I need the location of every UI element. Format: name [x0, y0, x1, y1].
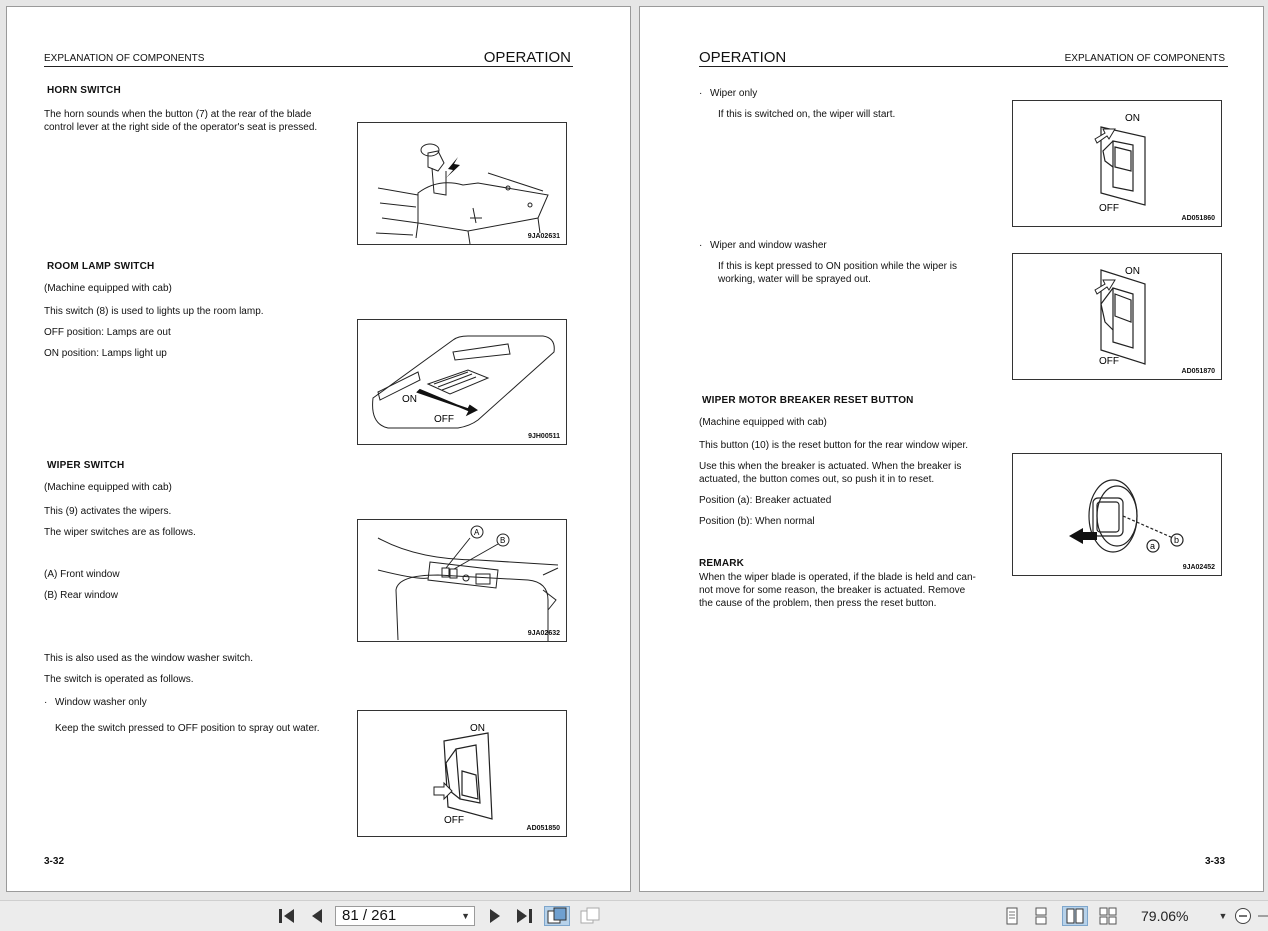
last-page-button[interactable] [512, 906, 536, 926]
washer-switch-figure [357, 710, 567, 837]
wiper-follows: The wiper switches are as follows. [44, 527, 196, 538]
single-page-view-button[interactable] [1001, 906, 1023, 926]
facing-pages-icon [1065, 907, 1085, 925]
page-number-input[interactable] [335, 906, 475, 926]
zoom-slider-edge[interactable] [1256, 906, 1268, 926]
breaker-figure-code: 9JA02452 [1182, 564, 1215, 571]
breaker-use-line1: Use this when the breaker is actuated. When the breaker is [699, 461, 962, 472]
remark-line3: the cause of the problem, then press the reset button. [699, 598, 937, 609]
wiper-panel-illustration [358, 520, 566, 641]
running-header-right: EXPLANATION OF COMPONENTS [1064, 53, 1225, 64]
horn-switch-heading: HORN SWITCH [47, 85, 121, 96]
zoom-dropdown-icon[interactable]: ▼ [1218, 911, 1228, 921]
page-number-right: 3-33 [1204, 856, 1225, 867]
horn-figure [357, 122, 567, 245]
wiper-washer-figure-code: AD051870 [1181, 368, 1215, 375]
breaker-fig-label-a: a [1150, 541, 1156, 551]
washer-also-text: This is also used as the window washer switch. [44, 653, 253, 664]
room-lamp-cab-note: (Machine equipped with cab) [44, 283, 172, 294]
washer-fig-on: ON [470, 723, 485, 734]
washer-figure-code: AD051850 [526, 825, 560, 832]
previous-page-icon [310, 908, 324, 924]
remark-line2: not move for some reason, the breaker is actuated. Remove [699, 585, 966, 596]
wiper-front-window: (A) Front window [44, 569, 120, 580]
continuous-view-button[interactable] [1030, 906, 1052, 926]
left-page [6, 6, 631, 892]
rocker-switch-on-pressed-illustration [1013, 254, 1221, 379]
horn-figure-code: 9JA02631 [527, 233, 560, 240]
breaker-heading: WIPER MOTOR BREAKER RESET BUTTON [702, 395, 914, 406]
continuous-facing-view-button[interactable] [1096, 906, 1120, 926]
wiper-washer-label: Wiper and window washer [710, 240, 827, 251]
room-lamp-on: ON position: Lamps light up [44, 348, 167, 359]
header-rule [699, 66, 1228, 67]
breaker-position-b: Position (b): When normal [699, 516, 815, 527]
running-header-right: OPERATION [483, 49, 571, 66]
washer-fig-off: OFF [444, 815, 464, 826]
switch-operated-text: The switch is operated as follows. [44, 674, 194, 685]
washer-only-desc: Keep the switch pressed to OFF position to spray out water. [55, 723, 320, 734]
first-page-icon [277, 908, 297, 924]
wiper-switch-heading: WIPER SWITCH [47, 460, 125, 471]
wiper-only-figure-code: AD051860 [1181, 215, 1215, 222]
breaker-cab-note: (Machine equipped with cab) [699, 417, 827, 428]
room-lamp-desc: This switch (8) is used to lights up the room lamp. [44, 306, 264, 317]
breaker-figure [1012, 453, 1222, 576]
wiper-rear-window: (B) Rear window [44, 590, 118, 601]
room-lamp-heading: ROOM LAMP SWITCH [47, 261, 155, 272]
room-lamp-illustration [358, 320, 566, 444]
wiper-fig-label-b: B [500, 536, 506, 545]
room-lamp-off: OFF position: Lamps are out [44, 327, 171, 338]
wiper-washer-line2: working, water will be sprayed out. [718, 274, 871, 285]
wiper-only-fig-off: OFF [1099, 203, 1119, 214]
fit-width-button[interactable] [577, 906, 603, 926]
pdf-viewer-toolbar [0, 900, 1268, 931]
remark-heading: REMARK [699, 558, 745, 569]
rocker-switch-off-illustration [358, 711, 566, 836]
continuous-facing-icon [1098, 907, 1118, 925]
single-page-icon [1004, 907, 1020, 925]
fit-page-button[interactable] [544, 906, 570, 926]
horn-lever-illustration [358, 123, 566, 244]
wiper-washer-fig-on: ON [1125, 266, 1140, 277]
breaker-position-a: Position (a): Breaker actuated [699, 495, 832, 506]
wiper-figure-code: 9JA02632 [527, 630, 560, 637]
wiper-washer-line1: If this is kept pressed to ON position while the wiper is [718, 261, 957, 272]
page-dropdown-icon[interactable]: ▼ [461, 911, 470, 921]
wiper-washer-bullet: · [699, 240, 703, 251]
facing-view-button[interactable] [1062, 906, 1088, 926]
first-page-button[interactable] [275, 906, 299, 926]
wiper-only-desc: If this is switched on, the wiper will start. [718, 109, 896, 120]
washer-only-label: Window washer only [55, 697, 147, 708]
wiper-switch-figure [357, 519, 567, 642]
reset-button-illustration [1013, 454, 1221, 575]
wiper-cab-note: (Machine equipped with cab) [44, 482, 172, 493]
wiper-only-figure [1012, 100, 1222, 227]
next-page-button[interactable] [484, 906, 506, 926]
zoom-out-button[interactable] [1232, 906, 1254, 926]
rocker-switch-on-illustration [1013, 101, 1221, 226]
fit-width-icon [579, 907, 601, 925]
page-indicator-text: 81 / 261 [342, 907, 397, 924]
previous-page-button[interactable] [306, 906, 328, 926]
wiper-only-bullet: · [699, 88, 703, 99]
breaker-desc: This button (10) is the reset button for the rear window wiper. [699, 440, 969, 451]
header-rule [44, 66, 573, 67]
running-header-left: EXPLANATION OF COMPONENTS [44, 53, 205, 64]
page-number-left: 3-32 [44, 856, 65, 867]
zoom-level[interactable]: 79.06% [1141, 908, 1189, 924]
zoom-slider-icon [1256, 907, 1268, 925]
fit-page-icon [546, 907, 568, 925]
zoom-out-icon [1234, 907, 1252, 925]
horn-text-line2: control lever at the right side of the operator's seat is pressed. [44, 122, 318, 133]
wiper-desc: This (9) activates the wipers. [44, 506, 172, 517]
room-lamp-fig-on: ON [402, 394, 417, 405]
wiper-only-fig-on: ON [1125, 113, 1140, 124]
running-header-left: OPERATION [699, 49, 787, 66]
last-page-icon [514, 908, 534, 924]
wiper-only-label: Wiper only [710, 88, 758, 99]
wiper-fig-label-a: A [474, 528, 480, 537]
wiper-washer-fig-off: OFF [1099, 356, 1119, 367]
breaker-use-line2: actuated, the button comes out, so push it in to reset. [699, 474, 935, 485]
horn-text-line1: The horn sounds when the button (7) at the rear of the blade [44, 109, 312, 120]
room-lamp-figure [357, 319, 567, 445]
wiper-washer-figure [1012, 253, 1222, 380]
next-page-icon [488, 908, 502, 924]
continuous-page-icon [1033, 907, 1049, 925]
room-lamp-figure-code: 9JH00511 [528, 433, 560, 440]
breaker-fig-label-b: b [1174, 535, 1180, 545]
remark-line1: When the wiper blade is operated, if the blade is held and can- [699, 572, 976, 583]
room-lamp-fig-off: OFF [434, 414, 454, 425]
washer-only-bullet: · [44, 697, 48, 708]
right-page [639, 6, 1264, 892]
